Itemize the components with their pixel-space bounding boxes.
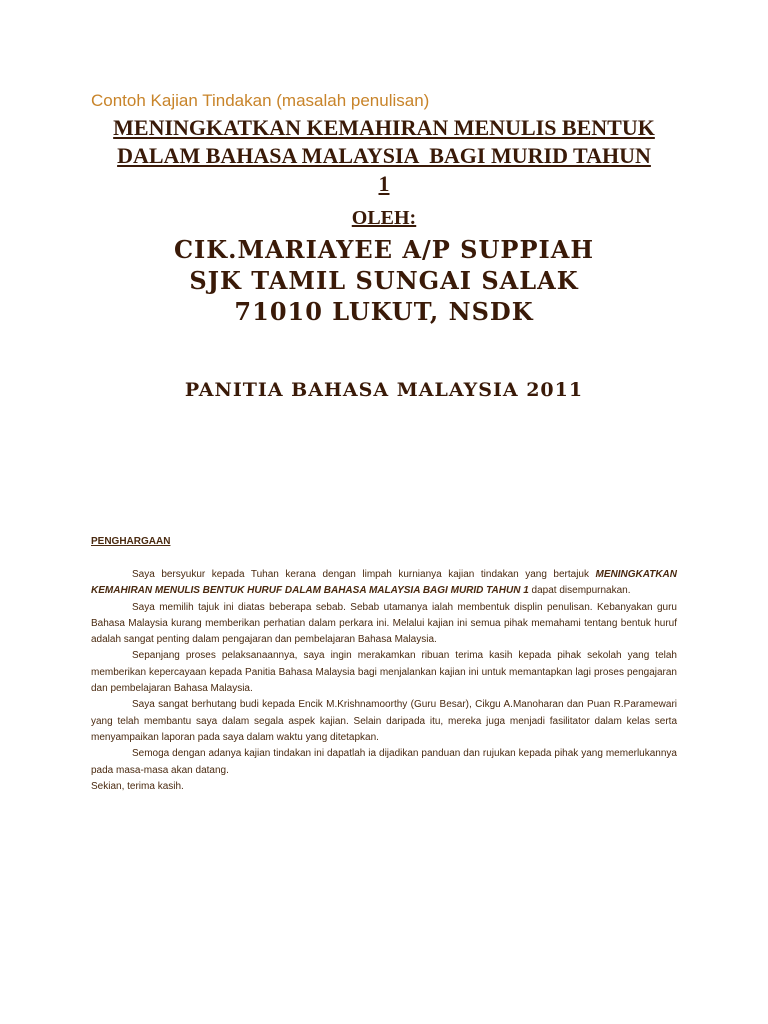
paragraph-6: Sekian, terima kasih.: [91, 780, 184, 792]
paragraph-1-end: dapat disempurnakan.: [528, 585, 631, 597]
paragraph-1-text: Saya bersyukur kepada Tuhan kerana dengan limpah kurnianya kajian tindakan yang bertajuk: [132, 569, 596, 580]
author-name: CIK.MARIAYEE A/P SUPPIAH: [173, 235, 595, 264]
header-link[interactable]: Contoh Kajian Tindakan (masalah penulisan): [91, 91, 430, 110]
title-line-1: MENINGKATKAN KEMAHIRAN MENULIS BENTUK: [113, 115, 655, 140]
document-title: [80, 114, 688, 198]
title-line-3: 1: [378, 171, 390, 196]
section-heading: PENGHARGAAN: [91, 536, 171, 547]
author-block: [0, 234, 768, 327]
panitia-heading: PANITIA BAHASA MALAYSIA 2011: [184, 379, 584, 401]
paragraph-5: Semoga dengan adanya kajian tindakan ini dapatlah ia dijadikan panduan dan rujukan kepada pihak yang memerlukannya pada masa-masa akan datang.: [91, 748, 677, 776]
acknowledgement-body: [91, 567, 677, 795]
paragraph-3: Sepanjang proses pelaksanaannya, saya ingin merakamkan ribuan terima kasih kepada pihak sekolah yang telah memberikan kepercayaan kepada Panitia Bahasa Malaysia bagi menjalankan kajian ini untuk memantapkan lagi proses pengajaran dan pembelajaran Bahasa Malaysia.: [91, 650, 677, 695]
author-address: 71010 LUKUT, NSDK: [234, 297, 534, 326]
paragraph-1-emphasis: MENINGKATKAN KEMAHIRAN MENULIS BENTUK HURUF DALAM BAHASA MALAYSIA BAGI MURID TAHUN 1: [91, 569, 677, 597]
author-school: SJK TAMIL SUNGAI SALAK: [189, 266, 579, 295]
paragraph-2: Saya memilih tajuk ini diatas beberapa sebab. Sebab utamanya ialah membentuk displin penulisan. Kebanyakan guru Bahasa Malaysia kurang memberikan perhatian dalam perkara ini. Melalui kajian ini semua pihak memahami tentang bentuk huruf adalah sangat penting dalam pengajaran dan pembelajaran Bahasa Malaysia.: [91, 601, 677, 646]
paragraph-1: [91, 567, 677, 600]
oleh-label: OLEH:: [351, 207, 417, 229]
paragraph-4: Saya sangat berhutang budi kepada Encik M.Krishnamoorthy (Guru Besar), Cikgu A.Manoharan dan Puan R.Paramewari yang telah membantu saya dalam segala aspek kajian. Selain daripada itu, mereka juga menjadi fasilitator dalam kelas serta menyampaikan laporan pada saya dalam waktu yang ditetapkan.: [91, 699, 677, 743]
title-line-2: DALAM BAHASA MALAYSIA BAGI MURID TAHUN: [117, 143, 651, 168]
